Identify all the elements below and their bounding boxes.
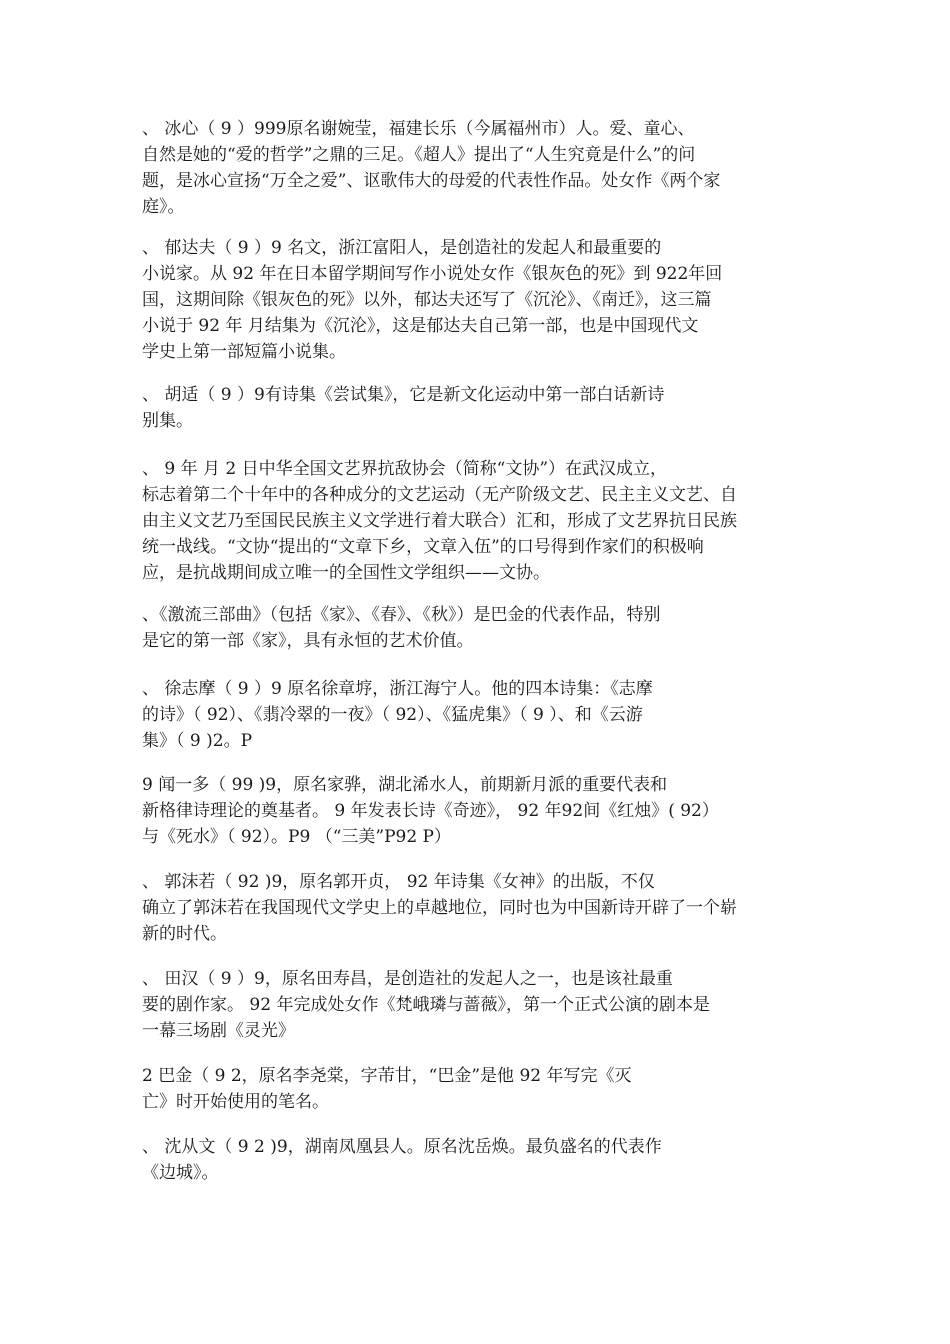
paragraph-shencongwen: [142, 1134, 818, 1186]
paragraph-wenyiduo: [142, 772, 818, 850]
text-line: 标志着第二个十年中的各种成分的文艺运动（无产阶级文艺、民主主义文艺、自: [142, 485, 737, 505]
text-line: 、 郁达夫（ 9 ）9 名文，浙江富阳人，是创造社的发起人和最重要的: [142, 238, 662, 258]
paragraph-yudafu: [142, 235, 818, 365]
text-line: 是它的第一部《家》，具有永恒的艺术价值。: [142, 631, 474, 651]
paragraph-tianhan: [142, 966, 818, 1044]
text-line: 、 郭沫若（ 92 )9，原名郭开贞， 92 年诗集《女神》的出版，不仅: [142, 872, 655, 892]
paragraph-bingxin: [142, 116, 818, 220]
text-line: 确立了郭沫若在我国现代文学史上的卓越地位，同时也为中国新诗开辟了一个崭: [142, 898, 737, 918]
text-line: 自然是她的“爱的哲学”之鼎的三足。《超人》提出了“人生究竟是什么”的问: [142, 145, 696, 165]
text-line: 、 冰心（ 9 ）999原名谢婉莹，福建长乐（今属福州市）人。爱、童心、: [142, 119, 695, 139]
text-line: 的诗》（ 92）、《翡冷翠的一夜》（ 92）、《猛虎集》（ 9 ）、和《云游: [142, 705, 643, 725]
text-line: 、 徐志摩（ 9 ）9 原名徐章垿，浙江海宁人。他的四本诗集：《志摩: [142, 679, 653, 699]
text-line: 亡》时开始使用的笔名。: [142, 1092, 329, 1112]
text-line: 、 9 年 月 2 日中华全国文艺界抗敌协会（简称“文协”）在武汉成立，: [142, 459, 668, 479]
text-line: 集》（ 9 )2。P: [142, 731, 253, 751]
text-line: 9 闻一多（ 99 )9，原名家骅，湖北浠水人，前期新月派的重要代表和: [142, 775, 668, 795]
text-line: 国，这期间除《银灰色的死》以外，郁达夫还写了《沉沦》、《南迁》，这三篇: [142, 290, 712, 310]
text-line: 庭》。: [142, 197, 185, 217]
text-line: 与《死水》（ 92）。P9 （“三美”P92 P）: [142, 827, 451, 847]
text-line: 新的时代。: [142, 924, 227, 944]
text-line: 、 胡适（ 9 ）9有诗集《尝试集》，它是新文化运动中第一部白话新诗: [142, 385, 665, 405]
paragraph-guomoruo: [142, 869, 818, 947]
text-line: 、 沈从文（ 9 2 )9，湖南凤凰县人。原名沈岳焕。最负盛名的代表作: [142, 1137, 662, 1157]
paragraph-wenxie: [142, 456, 818, 586]
paragraph-xuzhimo: [142, 676, 818, 754]
text-line: 统一战线。“文协“提出的“文章下乡，文章入伍”的口号得到作家们的积极响: [142, 537, 704, 557]
text-line: 小说于 92 年 月结集为《沉沦》，这是郁达夫自己第一部，也是中国现代文: [142, 316, 699, 336]
paragraph-jiliu-trilogy: [142, 602, 818, 654]
text-line: 别集。: [142, 411, 193, 431]
text-line: 由主义文艺乃至国民民族主义文学进行着大联合）汇和，形成了文艺界抗日民族: [142, 511, 737, 531]
text-line: 应，是抗战期间成立唯一的全国性文学组织——文协。: [142, 563, 550, 583]
text-line: 小说家。从 92 年在日本留学期间写作小说处女作《银灰色的死》到 922年回: [142, 264, 723, 284]
text-line: 题，是冰心宣扬“万全之爱”、讴歌伟大的母爱的代表性作品。处女作《两个家: [142, 171, 721, 191]
text-line: 2 巴金（ 9 2，原名李尧棠，字芾甘，“巴金”是他 92 年写完《灭: [142, 1066, 632, 1086]
text-line: 一幕三场剧《灵光》: [142, 1021, 295, 1041]
paragraph-bajin: [142, 1063, 818, 1115]
paragraph-hushi: [142, 382, 818, 434]
text-line: 要的剧作家。 92 年完成处女作《梵峨璘与蔷薇》，第一个正式公演的剧本是: [142, 995, 710, 1015]
text-line: 、《激流三部曲》（包括《家》、《春》、《秋》）是巴金的代表作品，特别: [142, 605, 661, 625]
text-line: 学史上第一部短篇小说集。: [142, 342, 346, 362]
text-line: 新格律诗理论的奠基者。 9 年发表长诗《奇迹》， 92 年92间《红烛》( 92）: [142, 801, 719, 821]
text-line: 《边城》。: [142, 1163, 219, 1183]
text-line: 、 田汉（ 9 ）9，原名田寿昌，是创造社的发起人之一，也是该社最重: [142, 969, 673, 989]
